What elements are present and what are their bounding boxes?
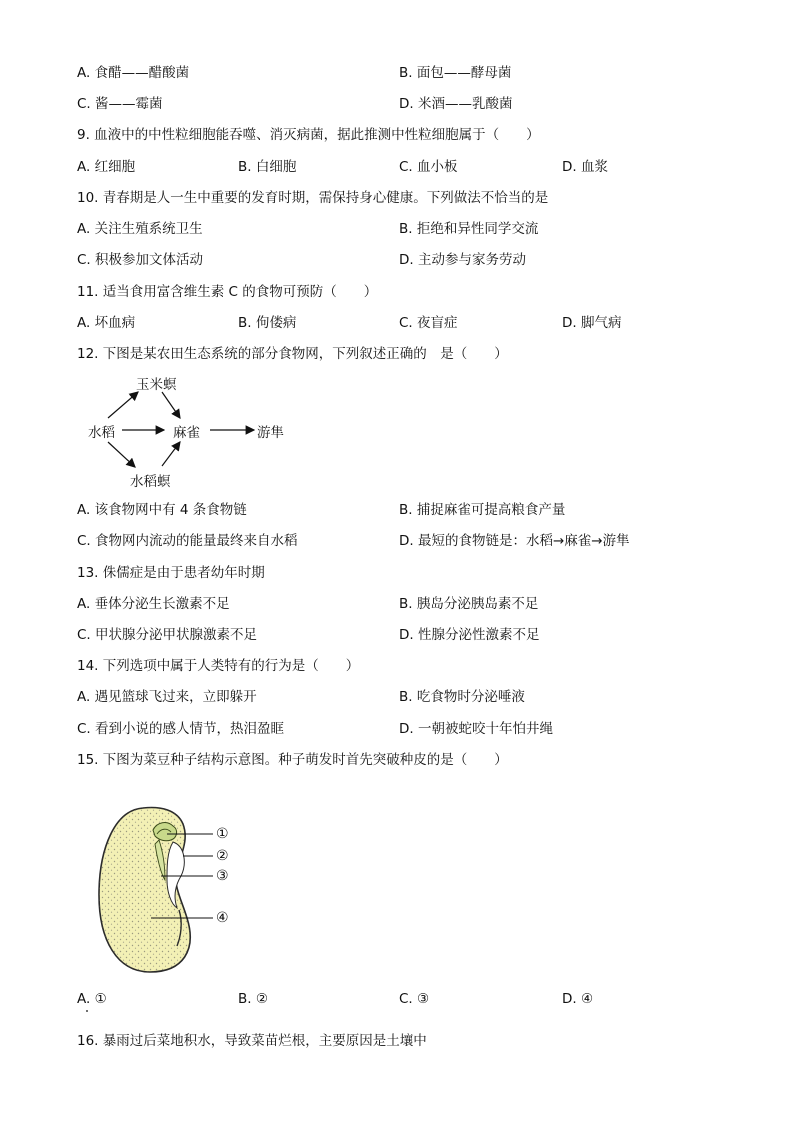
arrow-rice-to-cornborer (108, 392, 138, 418)
label-2: ② (216, 848, 229, 864)
q15-option-a: A. ① (77, 991, 107, 1007)
q8-option-b: B. 面包——酵母菌 (399, 65, 512, 81)
label-4: ④ (216, 910, 229, 926)
q14-option-c: C. 看到小说的感人情节，热泪盈眶 (77, 721, 285, 737)
q14-stem: 14. 下列选项中属于人类特有的行为是（ ） (77, 658, 360, 674)
q13-option-d: D. 性腺分泌性激素不足 (399, 627, 540, 643)
q15-stem: 15. 下图为菜豆种子结构示意图。种子萌发时首先突破种皮的是（ ） (77, 752, 508, 768)
q16-stem: 16. 暴雨过后菜地积水，导致菜苗烂根，主要原因是土壤中 (77, 1033, 427, 1049)
q10-stem: 10. 青春期是人一生中重要的发育时期，需保持身心健康。下列做法不恰当的是 (77, 190, 549, 206)
q9-option-d: D. 血浆 (562, 159, 608, 175)
q11-option-d: D. 脚气病 (562, 315, 622, 331)
bean-seed-diagram (95, 800, 245, 980)
q13-option-c: C. 甲状腺分泌甲状腺激素不足 (77, 627, 258, 643)
node-falcon: 游隼 (257, 425, 284, 441)
q10-option-d: D. 主动参与家务劳动 (399, 252, 526, 268)
q13-option-a: A. 垂体分泌生长激素不足 (77, 596, 230, 612)
q10-option-c: C. 积极参加文体活动 (77, 252, 204, 268)
q15-option-c: C. ③ (399, 991, 430, 1007)
q9-option-a: A. 红细胞 (77, 159, 136, 175)
q15-option-d: D. ④ (562, 991, 594, 1007)
label-1: ① (216, 826, 229, 842)
node-corn-borer: 玉米螟 (136, 377, 177, 393)
q15-option-b: B. ② (238, 991, 268, 1007)
q9-stem: 9. 血液中的中性粒细胞能吞噬、消灭病菌，据此推测中性粒细胞属于（ ） (77, 127, 540, 143)
q14-option-a: A. 遇见篮球飞过来，立即躲开 (77, 689, 257, 705)
q10-option-a: A. 关注生殖系统卫生 (77, 221, 203, 237)
q8-option-a: A. 食醋——醋酸菌 (77, 65, 190, 81)
node-rice: 水稻 (88, 425, 115, 441)
q11-option-a: A. 坏血病 (77, 315, 136, 331)
food-web-diagram (80, 370, 300, 490)
stray-dot (86, 1010, 88, 1012)
q12-stem: 12. 下图是某农田生态系统的部分食物网，下列叙述正确的 是（ ） (77, 346, 508, 362)
arrow-riceborer-to-sparrow (162, 442, 180, 466)
node-rice-borer: 水稻螟 (130, 474, 171, 490)
q13-stem: 13. 侏儒症是由于患者幼年时期 (77, 565, 265, 581)
q9-option-c: C. 血小板 (399, 159, 458, 175)
q11-option-c: C. 夜盲症 (399, 315, 458, 331)
q12-option-d: D. 最短的食物链是：水稻→麻雀→游隼 (399, 533, 630, 549)
arrow-rice-to-riceborer (108, 442, 135, 467)
q11-option-b: B. 佝偻病 (238, 315, 297, 331)
q12-option-a: A. 该食物网中有 4 条食物链 (77, 502, 247, 518)
q8-option-c: C. 酱——霉菌 (77, 96, 163, 112)
label-3: ③ (216, 868, 229, 884)
q14-option-b: B. 吃食物时分泌唾液 (399, 689, 525, 705)
q11-stem: 11. 适当食用富含维生素 C 的食物可预防（ ） (77, 284, 378, 300)
q10-option-b: B. 拒绝和异性同学交流 (399, 221, 539, 237)
q9-option-b: B. 白细胞 (238, 159, 297, 175)
arrow-cornborer-to-sparrow (162, 392, 180, 418)
q12-option-c: C. 食物网内流动的能量最终来自水稻 (77, 533, 298, 549)
q13-option-b: B. 胰岛分泌胰岛素不足 (399, 596, 539, 612)
q12-option-b: B. 捕捉麻雀可提高粮食产量 (399, 502, 566, 518)
q8-option-d: D. 米酒——乳酸菌 (399, 96, 513, 112)
q14-option-d: D. 一朝被蛇咬十年怕井绳 (399, 721, 553, 737)
node-sparrow: 麻雀 (173, 425, 200, 441)
